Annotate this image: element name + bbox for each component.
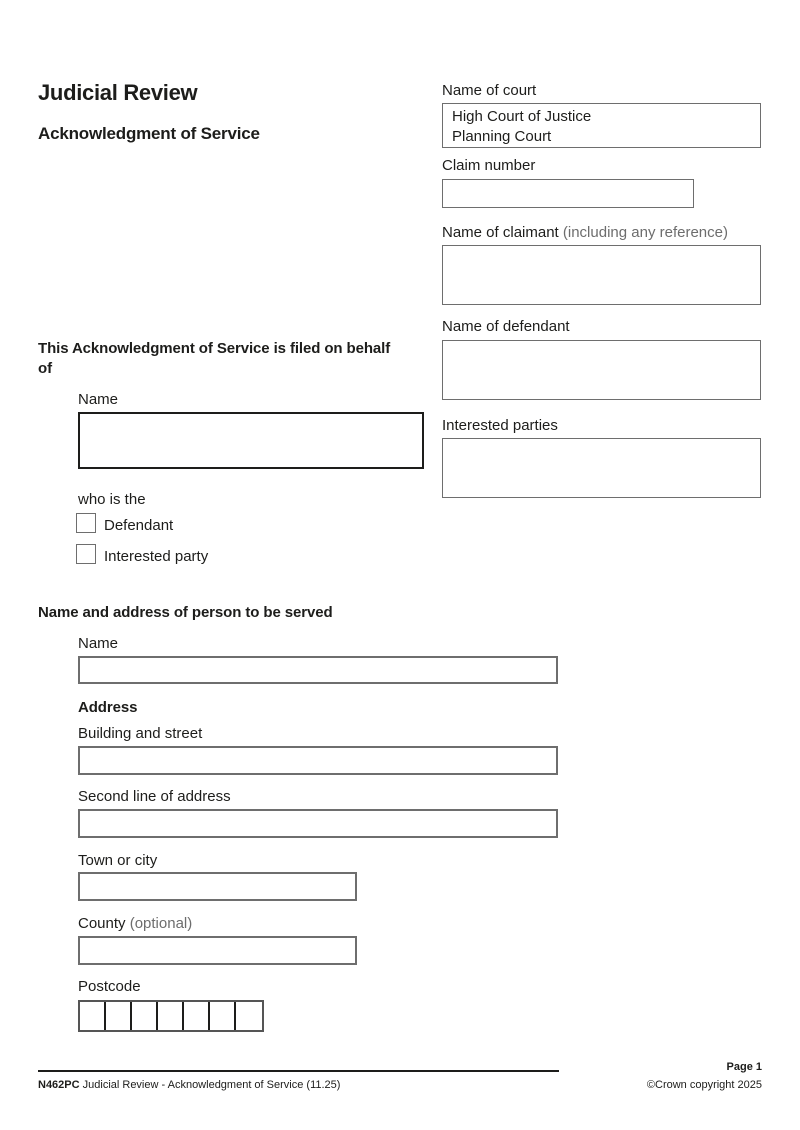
name-of-defendant-field[interactable]	[442, 340, 761, 400]
name-of-defendant-value	[443, 341, 760, 344]
county-hint: (optional)	[129, 915, 193, 932]
name-of-court-field[interactable]	[442, 103, 761, 148]
postcode-cell[interactable]	[106, 1002, 132, 1030]
footer-form-id	[38, 1079, 340, 1091]
footer-form-title: Judicial Review - Acknowledgment of Service (11.25)	[79, 1079, 341, 1091]
served-name-label: Name	[78, 635, 119, 652]
town-city-value	[80, 874, 355, 877]
served-name-value	[80, 658, 556, 661]
name-of-claimant-value	[443, 246, 760, 249]
page-subtitle: Acknowledgment of Service	[38, 124, 260, 143]
county-field[interactable]	[78, 936, 357, 965]
second-line-field[interactable]	[78, 809, 558, 838]
defendant-checkbox-label: Defendant	[104, 517, 174, 534]
second-line-value	[80, 811, 556, 814]
postcode-cell[interactable]	[184, 1002, 210, 1030]
served-name-field[interactable]	[78, 656, 558, 684]
interested-parties-label: Interested parties	[442, 417, 558, 434]
building-street-value	[80, 748, 556, 751]
page-title: Judicial Review	[38, 80, 198, 105]
name-of-court-value-line2: Planning Court	[452, 128, 552, 145]
interested-parties-value	[443, 439, 760, 442]
claim-number-value	[443, 180, 693, 183]
name-of-court-label: Name of court	[442, 82, 537, 99]
county-value	[80, 938, 355, 941]
second-line-label: Second line of address	[78, 788, 231, 805]
page-number: Page 1	[726, 1061, 762, 1073]
address-heading: Address	[78, 699, 138, 716]
claimant-hint: (including any reference)	[562, 224, 728, 241]
behalf-name-value	[80, 414, 422, 417]
name-of-claimant-field[interactable]	[442, 245, 761, 305]
claim-number-label: Claim number	[442, 157, 536, 174]
postcode-cell[interactable]	[80, 1002, 106, 1030]
postcode-cell[interactable]	[210, 1002, 236, 1030]
building-street-field[interactable]	[78, 746, 558, 775]
claim-number-field[interactable]	[442, 179, 694, 208]
defendant-checkbox[interactable]	[76, 513, 96, 533]
footer-divider	[38, 1070, 559, 1072]
county-label: County (optional)	[78, 915, 193, 932]
name-of-defendant-label: Name of defendant	[442, 318, 570, 335]
postcode-label: Postcode	[78, 978, 141, 995]
who-is-the-label: who is the	[78, 491, 146, 508]
copyright-notice: ©Crown copyright 2025	[646, 1079, 762, 1091]
town-city-label: Town or city	[78, 852, 158, 869]
served-heading: Name and address of person to be served	[38, 604, 333, 621]
name-of-claimant-label: Name of claimant (including any reference)	[442, 224, 728, 241]
postcode-cell[interactable]	[158, 1002, 184, 1030]
behalf-name-label: Name	[78, 391, 119, 408]
interested-party-checkbox[interactable]	[76, 544, 96, 564]
postcode-field[interactable]	[78, 1000, 264, 1032]
town-city-field[interactable]	[78, 872, 357, 901]
building-street-label: Building and street	[78, 725, 203, 742]
name-of-court-value-line1: High Court of Justice	[452, 108, 592, 125]
interested-party-checkbox-label: Interested party	[104, 548, 209, 565]
postcode-cell[interactable]	[132, 1002, 158, 1030]
behalf-name-field[interactable]	[78, 412, 424, 469]
footer-form-code: N462PC	[38, 1079, 80, 1091]
behalf-heading: This Acknowledgment of Service is filed on behalf of	[38, 340, 391, 377]
interested-parties-field[interactable]	[442, 438, 761, 498]
postcode-cell[interactable]	[236, 1002, 262, 1030]
